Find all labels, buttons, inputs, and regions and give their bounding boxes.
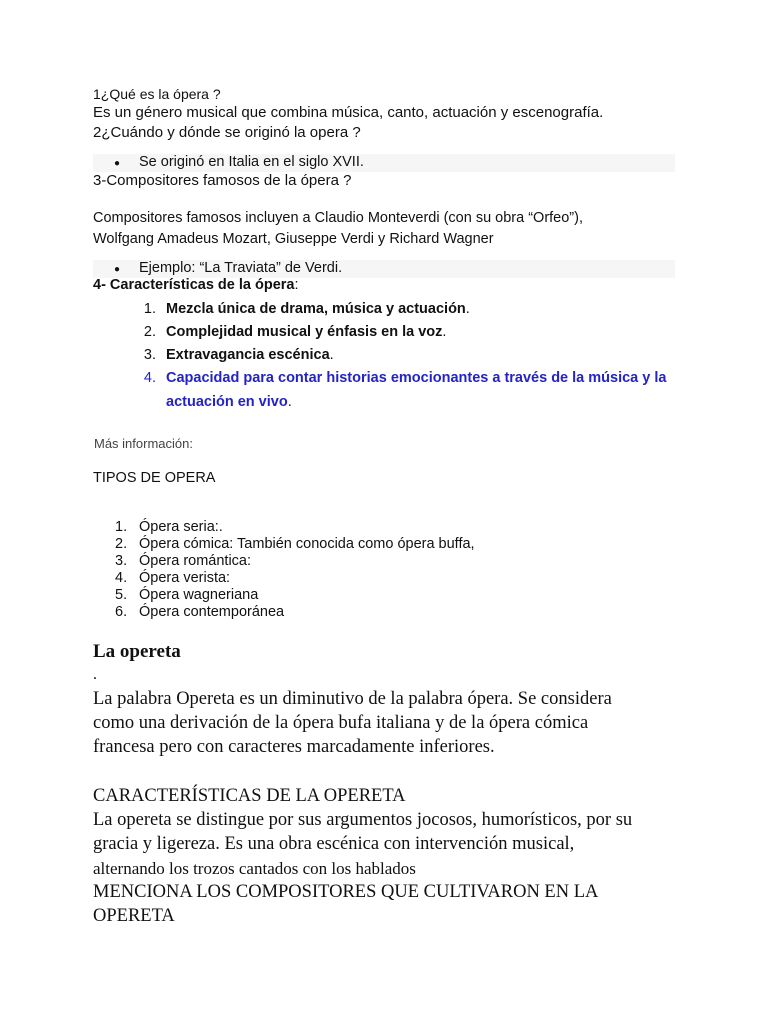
types-num: 5. xyxy=(115,587,128,603)
list-item-text: Extravagancia escénica xyxy=(166,347,330,363)
list-num: 4. xyxy=(143,370,156,386)
list-item-punct: . xyxy=(442,324,447,340)
types-num: 2. xyxy=(115,536,128,552)
opereta-heading: La opereta xyxy=(93,641,181,662)
bullet-dot: ● xyxy=(114,158,121,169)
opereta-prompt-line2: OPERETA xyxy=(93,906,175,926)
list-item xyxy=(166,347,334,363)
question-3: 3-Compositores famosos de la ópera ? xyxy=(93,172,352,189)
types-item: Ópera contemporánea xyxy=(139,604,285,620)
list-item-punct: . xyxy=(287,394,292,410)
list-item-text: actuación en vivo xyxy=(166,394,288,410)
q4-prefix: 4- xyxy=(93,277,110,293)
answer-2-bullet: Se originó en Italia en el siglo XVII. xyxy=(139,154,364,170)
list-item xyxy=(166,301,470,317)
types-item: Ópera seria:. xyxy=(139,519,223,535)
types-num: 6. xyxy=(115,604,128,620)
list-item-text: Mezcla única de drama, música y actuación xyxy=(166,301,466,317)
question-1: 1¿Qué es la ópera ? xyxy=(93,86,221,102)
opereta-char-line1: La opereta se distingue por sus argumentos jocosos, humorísticos, por su xyxy=(93,810,633,830)
opereta-para-line3: francesa pero con caracteres marcadamente inferiores. xyxy=(93,737,495,757)
question-2: 2¿Cuándo y dónde se originó la opera ? xyxy=(93,124,361,141)
opereta-dot: . xyxy=(93,666,97,683)
types-num: 1. xyxy=(115,519,128,535)
types-item: Ópera romántica: xyxy=(139,553,252,569)
types-num: 3. xyxy=(115,553,128,569)
answer-1: Es un género musical que combina música, canto, actuación y escenografía. xyxy=(93,104,604,121)
list-item xyxy=(166,324,446,340)
opereta-char-line2: gracia y ligereza. Es una obra escénica con intervención musical, xyxy=(93,834,575,854)
list-num: 1. xyxy=(143,301,156,317)
answer-3-line1: Compositores famosos incluyen a Claudio Monteverdi (con su obra “Orfeo”), xyxy=(93,210,583,226)
types-title: TIPOS DE OPERA xyxy=(93,470,216,486)
opereta-prompt-line1: MENCIONA LOS COMPOSITORES QUE CULTIVARON EN LA xyxy=(93,882,599,902)
list-item-text: Complejidad musical y énfasis en la voz xyxy=(166,324,443,340)
list-item-blue-line2 xyxy=(166,394,292,410)
opereta-char-line3: alternando los trozos cantados con los hablados xyxy=(93,859,416,878)
list-num: 3. xyxy=(143,347,156,363)
list-item-punct: . xyxy=(465,301,470,317)
opereta-char-title: CARACTERÍSTICAS DE LA OPERETA xyxy=(93,786,406,806)
types-item: Ópera wagneriana xyxy=(139,587,259,603)
opereta-para-line1: La palabra Opereta es un diminutivo de la palabra ópera. Se considera xyxy=(93,689,612,709)
list-item-blue-line1: Capacidad para contar historias emocionantes a través de la música y la xyxy=(166,370,667,386)
q4-heading: Características de la ópera xyxy=(109,277,295,293)
question-4 xyxy=(93,277,299,293)
q4-suffix: : xyxy=(294,277,299,293)
more-info-label: Más información: xyxy=(94,436,193,451)
bullet-dot: ● xyxy=(114,264,121,275)
answer-3-bullet: Ejemplo: “La Traviata” de Verdi. xyxy=(139,260,343,276)
answer-3-line2: Wolfgang Amadeus Mozart, Giuseppe Verdi y Richard Wagner xyxy=(93,231,494,247)
list-num: 2. xyxy=(143,324,156,340)
list-item-punct: . xyxy=(329,347,334,363)
opereta-para-line2: como una derivación de la ópera bufa italiana y de la ópera cómica xyxy=(93,713,589,733)
types-item: Ópera cómica: También conocida como ópera buffa, xyxy=(139,536,475,552)
types-item: Ópera verista: xyxy=(139,570,231,586)
types-num: 4. xyxy=(115,570,128,586)
